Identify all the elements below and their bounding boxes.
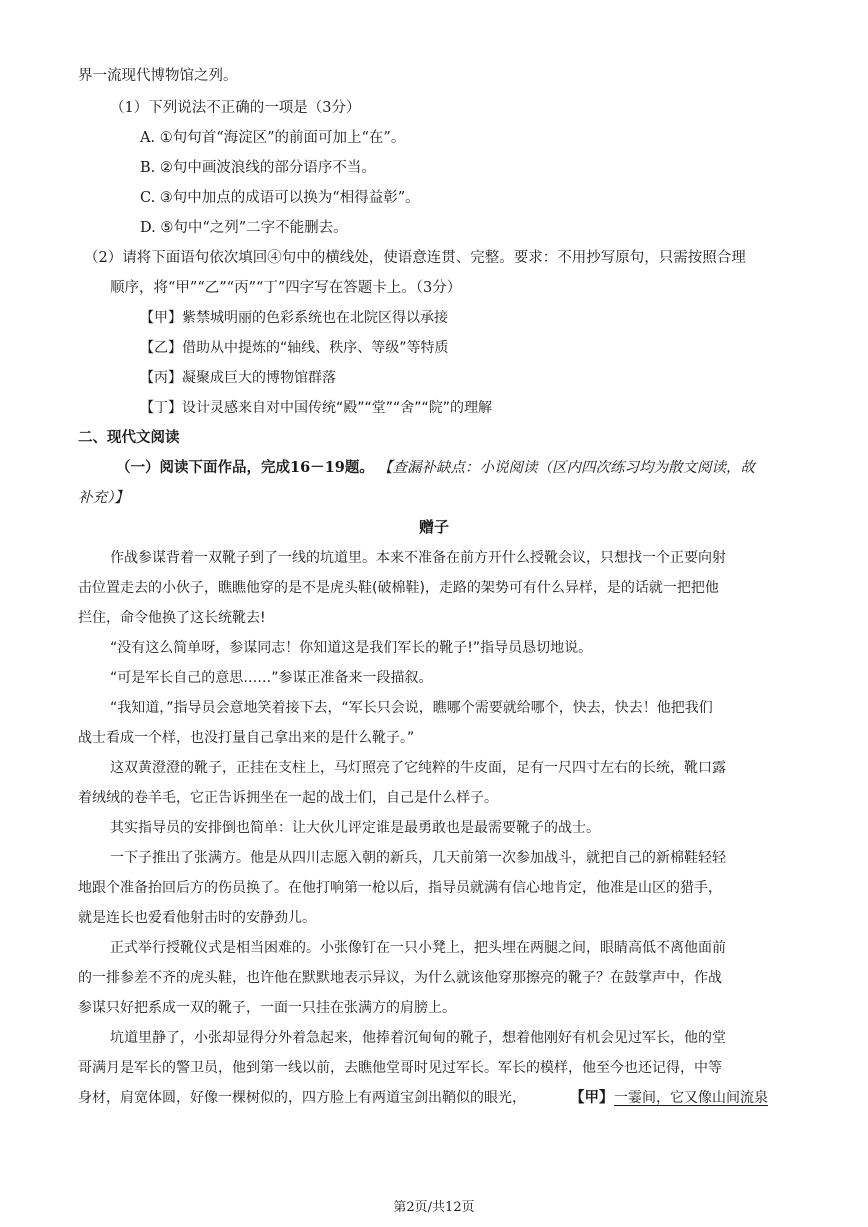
text-line: 二、现代文阅读 bbox=[78, 429, 180, 446]
text-line: “可是军长自己的意思……”参谋正准备来一段描叙。 bbox=[110, 670, 433, 686]
text-line: C. ③句中加点的成语可以换为“相得益彰”。 bbox=[140, 190, 420, 206]
page-footer: 第2页/共12页 bbox=[393, 1200, 475, 1215]
text-line: 拦住，命令他换了这长统靴去! bbox=[78, 610, 266, 626]
text-line: A. ①句句首“海淀区”的前面可加上“在”。 bbox=[140, 130, 406, 146]
text-line: （一）阅读下面作品，完成16－19题。 bbox=[116, 459, 374, 476]
text-line: 坑道里静了，小张却显得分外着急起来，他捧着沉甸甸的靴子，想着他刚好有机会见过军长，他的堂 bbox=[110, 1030, 726, 1046]
text-line: 【丙】凝聚成巨大的博物馆群落 bbox=[140, 370, 336, 386]
text-line: （1）下列说法不正确的一项是（3分） bbox=[110, 100, 361, 116]
text-line: 【甲】 bbox=[570, 1089, 614, 1106]
text-line: 身材，肩宽体圆，好像一棵树似的，四方脸上有两道宝剑出鞘似的眼光， bbox=[78, 1090, 526, 1106]
text-line: 着绒绒的卷羊毛，它正告诉拥坐在一起的战士们，自己是什么样子。 bbox=[78, 790, 498, 806]
text-line: 【查漏补缺点：小说阅读（区内四次练习均为散文阅读，故 bbox=[378, 460, 755, 476]
text-line: 作战参谋背着一双靴子到了一线的坑道里。本来不准备在前方开什么授靴会议，只想找一个正要向射 bbox=[110, 550, 726, 566]
text-line: 一霎间，它又像山间流泉 bbox=[614, 1090, 768, 1106]
text-line: “我知道，”指导员会意地笑着接下去，“军长只会说，瞧哪个需要就给哪个，快去，快去！他把我们 bbox=[110, 700, 713, 716]
text-line: 参谋只好把系成一双的靴子，一面一只挂在张满方的肩膀上。 bbox=[78, 1000, 456, 1016]
text-line: 顺序，将“甲”“乙”“丙”“丁”四字写在答题卡上。（3分） bbox=[110, 280, 462, 296]
text-line: 一下子推出了张满方。他是从四川志愿入朝的新兵，几天前第一次参加战斗，就把自己的新棉鞋轻轻 bbox=[110, 850, 726, 866]
text-line: 这双黄澄澄的靴子，正挂在支柱上，马灯照亮了它纯粹的牛皮面，足有一尺四寸左右的长统，靴口露 bbox=[110, 760, 726, 776]
text-line: 的一排参差不齐的虎头鞋，也许他在默默地表示异议，为什么就该他穿那擦亮的靴子？在鼓掌声中，作战 bbox=[78, 970, 722, 986]
text-line: 界一流现代博物馆之列。 bbox=[78, 68, 238, 84]
text-line: B. ②句中画波浪线的部分语序不当。 bbox=[140, 160, 376, 176]
text-line: 战士看成一个样，也没打量自己拿出来的是什么靴子。” bbox=[78, 730, 415, 746]
text-line: 其实指导员的安排倒也简单：让大伙儿评定谁是最勇敢也是最需要靴子的战士。 bbox=[110, 820, 600, 836]
story-title: 赠子 bbox=[418, 518, 449, 536]
text-line: 补充）】 bbox=[78, 490, 129, 506]
text-line: 正式举行授靴仪式是相当困难的。小张像钉在一只小凳上，把头埋在两腿之间，眼睛高低不离他面前 bbox=[110, 940, 726, 956]
text-line: 击位置走去的小伙子，瞧瞧他穿的是不是虎头鞋(破棉鞋)，走路的架势可有什么异样，是的话就一把把他 bbox=[78, 580, 719, 596]
text-line: “没有这么简单呀，参谋同志！你知道这是我们军长的靴子!”指导员恳切地说。 bbox=[110, 640, 593, 656]
text-line: 就是连长也爱看他射击时的安静劲儿。 bbox=[78, 910, 316, 926]
text-line: 【乙】借助从中提炼的“轴线、秩序、等级”等特质 bbox=[140, 340, 449, 356]
text-line: 地跟个准备抬回后方的伤员换了。在他打响第一枪以后，指导员就满有信心地肯定，他准是山区的猎手， bbox=[78, 880, 722, 896]
text-line: （2）请将下面语句依次填回④句中的横线处，使语意连贯、完整。要求：不用抄写原句，只需按照合理 bbox=[84, 250, 746, 266]
text-line: 【甲】紫禁城明丽的色彩系统也在北院区得以承接 bbox=[140, 310, 448, 326]
text-line: 【丁】设计灵感来自对中国传统“殿”“堂”“舍”“院”的理解 bbox=[140, 400, 493, 416]
text-line: 哥满月是军长的警卫员，他到第一线以前，去瞧他堂哥时见过军长。军长的模样，他至今也还记得，中等 bbox=[78, 1060, 722, 1076]
text-line: D. ⑤句中“之列”二字不能删去。 bbox=[140, 220, 348, 236]
